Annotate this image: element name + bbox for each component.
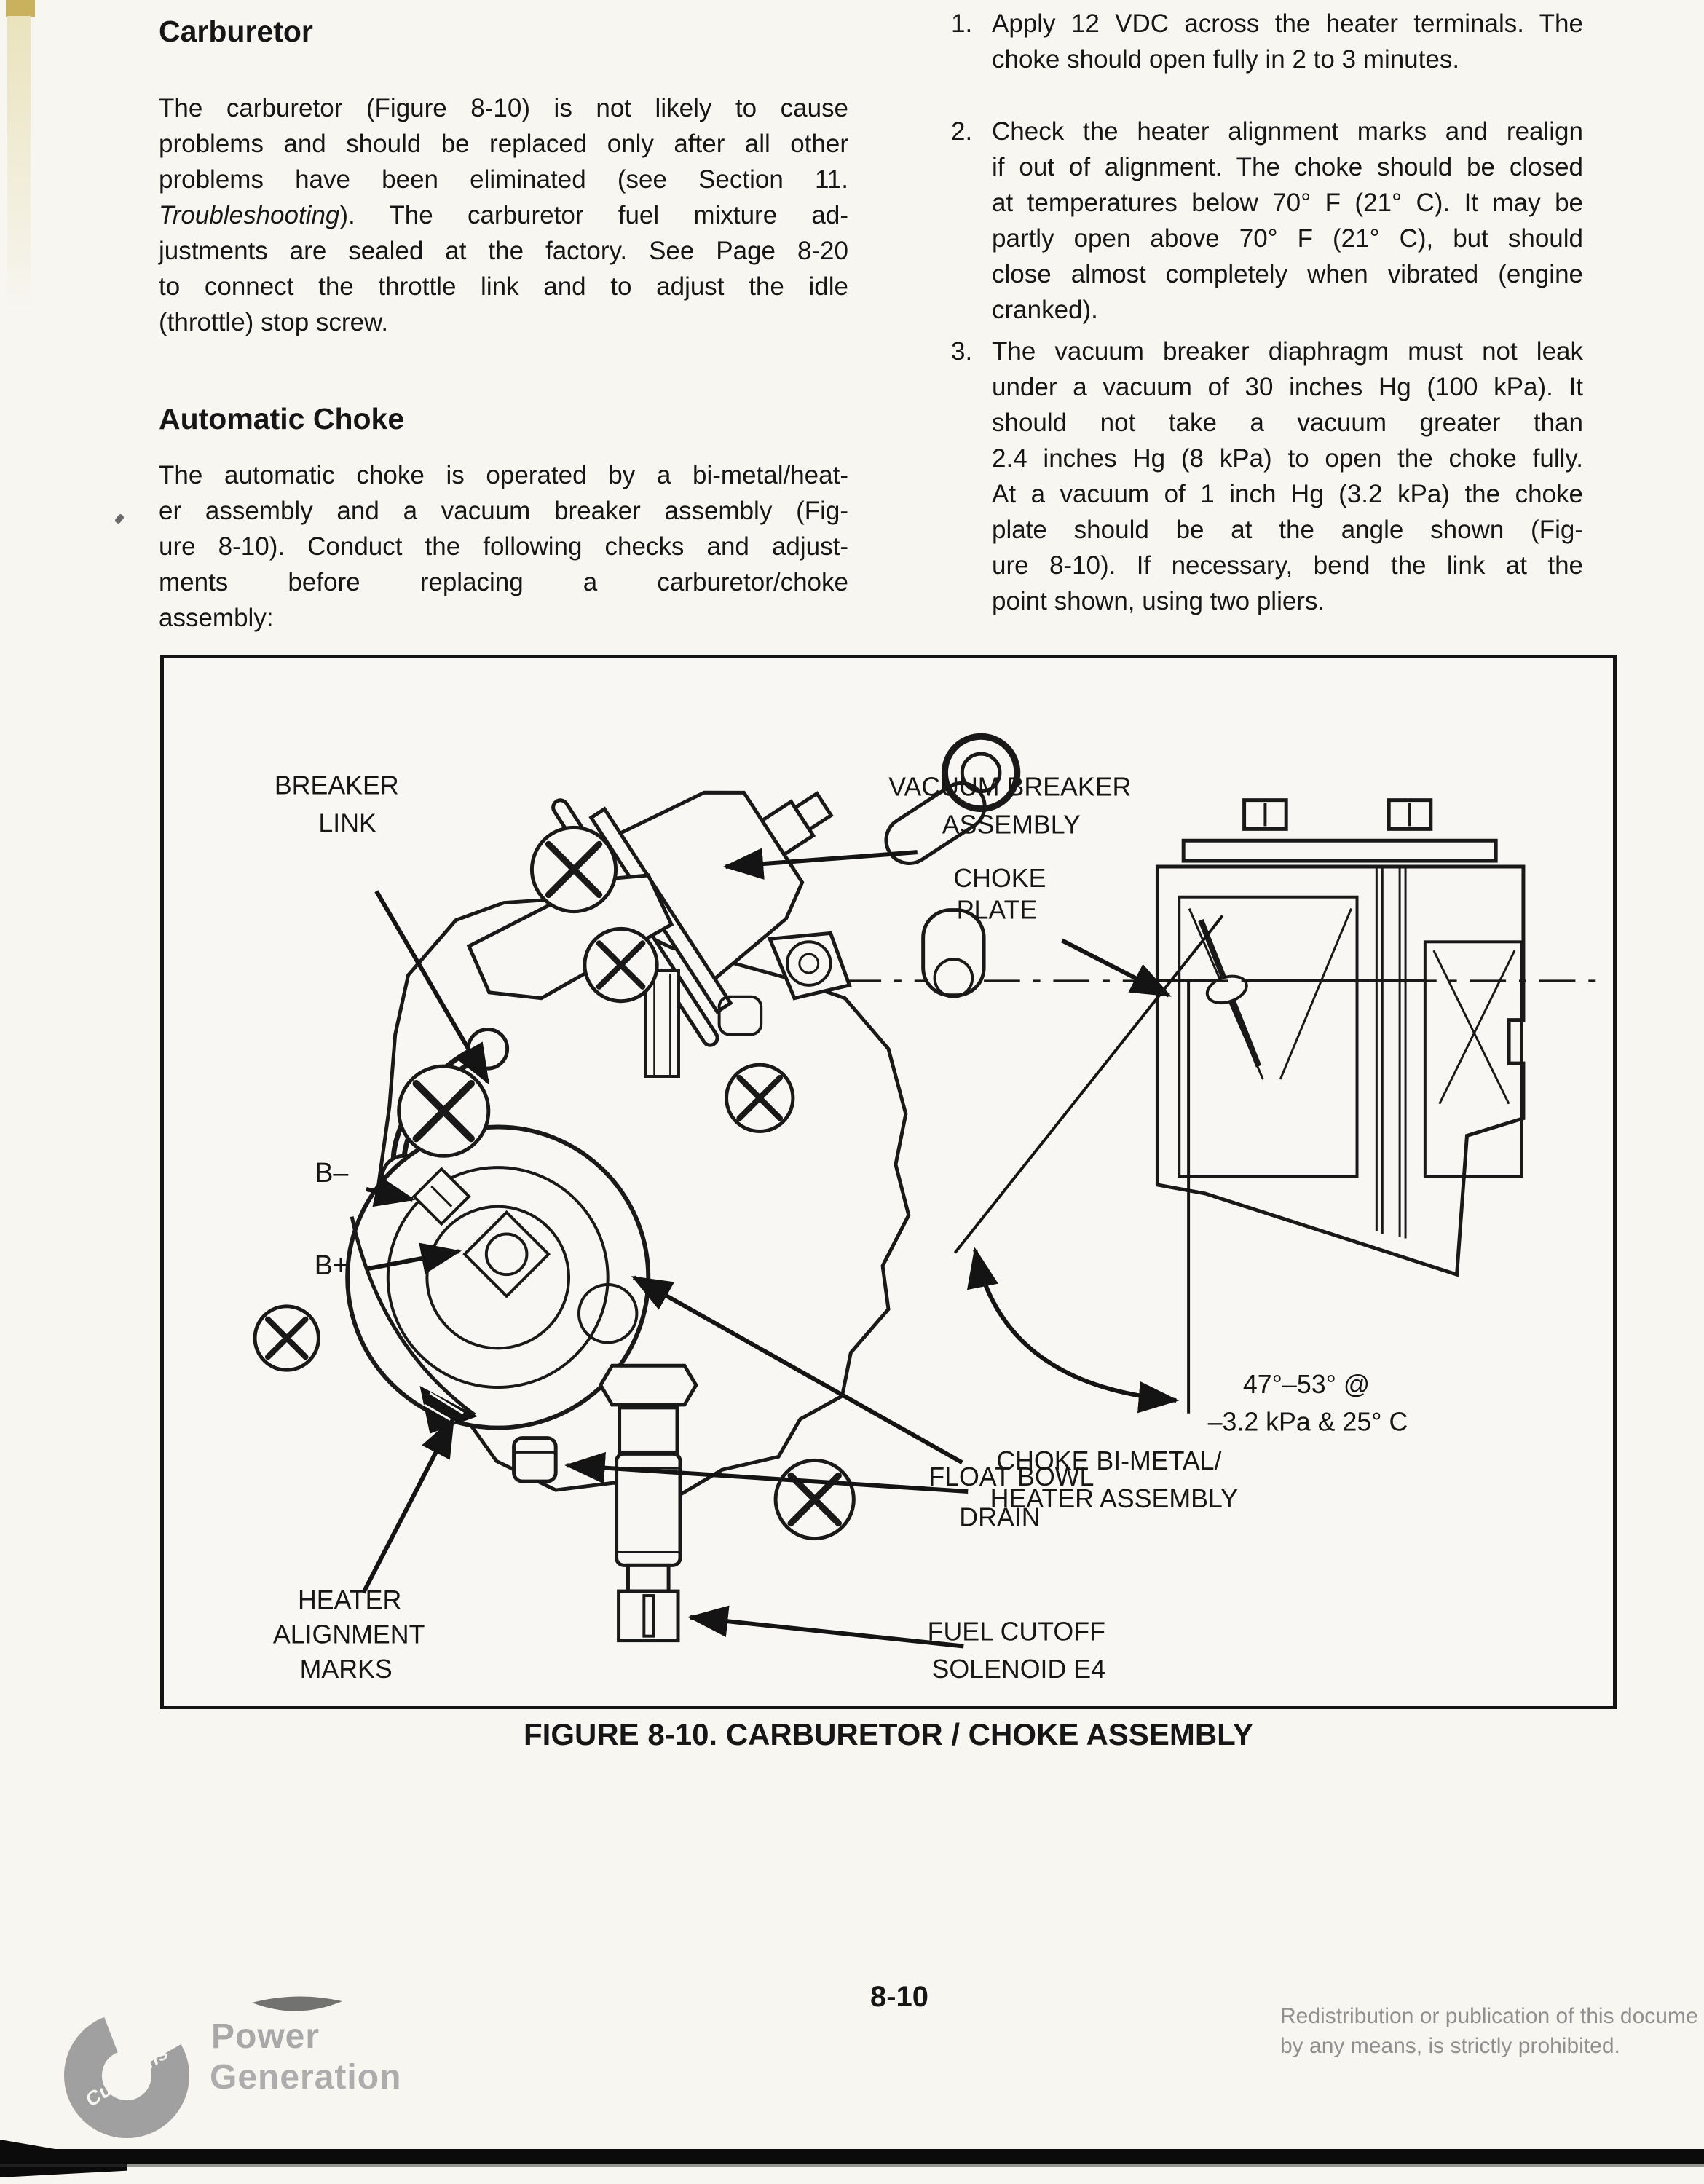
label-choke-plate: CHOKE: [953, 863, 1046, 893]
brand-swoosh-icon: [252, 1996, 342, 2011]
list-item-text: Check the heater alignment marks and realign if out of alignment. The choke should be closed at temperatures below 70° F (21° C). It may be partly open above 70° F (21° C), but should close almost completely when vibrated (engine cranked).: [992, 117, 1583, 324]
cross-section-view: [1153, 800, 1523, 1274]
cummins-wordmark: Cummins: [81, 2041, 173, 2111]
list-item-2: [951, 114, 1583, 328]
leader-choke-plate: [1062, 940, 1169, 995]
label-fuel-cutoff: FUEL CUTOFF: [927, 1617, 1105, 1647]
list-number: 1.: [951, 9, 973, 38]
heading-automatic-choke: Automatic Choke: [159, 402, 405, 435]
label-heater-marks: MARKS: [299, 1655, 393, 1684]
heading-carburetor: Carburetor: [159, 15, 313, 48]
cummins-c-icon: [67, 2016, 186, 2135]
label-b-minus: B–: [315, 1157, 349, 1188]
list-item-text: The vacuum breaker diaphragm must not leak under a vacuum of 30 inches Hg (100 kPa). It should not take a vacuum greater than 2.4 inches Hg (8 kPa) to open the choke fully. At a vacuum of 1 inch Hg (3.2 kPa) the choke plate should be at the angle shown (Fig- ure 8-10). If necessary, bend the link at the point shown, using two pliers.: [992, 337, 1583, 615]
screw-icon: [255, 1306, 318, 1370]
screw-icon: [585, 929, 657, 1001]
label-vacuum-breaker: ASSEMBLY: [942, 810, 1081, 840]
list-item-text: Apply 12 VDC across the heater terminals. The choke should open fully in 2 to 3 minutes.: [992, 9, 1583, 74]
figure-caption: FIGURE 8-10. CARBURETOR / CHOKE ASSEMBLY: [524, 1717, 1253, 1751]
screw-icon: [532, 827, 615, 911]
screw-icon: [727, 1065, 793, 1131]
label-heater-marks: ALIGNMENT: [272, 1620, 425, 1649]
float-bowl-drain: [514, 1438, 556, 1482]
page-number: 8-10: [869, 1981, 929, 2013]
label-angle-spec: 47°–53° @: [1242, 1369, 1370, 1399]
label-b-plus: B+: [314, 1250, 349, 1281]
label-fuel-cutoff: SOLENOID E4: [931, 1655, 1105, 1684]
brand-power: Power: [211, 2017, 320, 2056]
label-breaker-link: LINK: [318, 808, 376, 838]
label-vacuum-breaker: VACUUM BREAKER: [888, 772, 1132, 802]
scan-bottom-bar: [0, 2149, 1704, 2164]
label-float-bowl: FLOAT BOWL: [928, 1462, 1094, 1492]
label-breaker-link: BREAKER: [274, 770, 399, 800]
label-heater-marks: HEATER: [297, 1585, 402, 1615]
brand-generation: Generation: [210, 2058, 402, 2097]
figure-8-10: [160, 655, 1617, 1709]
paragraph-carburetor: The carburetor (Figure 8-10) is not likely to cause problems and should be replaced only after all other problems have been eliminated (see Section 11. Troubleshooting). The carburetor fuel mixture ad- justments are sealed at the factory. See Page 8-20 to connect the throttle link and to adjust the idle (throttle) stop screw.: [159, 94, 848, 336]
leader-heater-marks: [363, 1419, 453, 1593]
list-number: 3.: [951, 337, 973, 366]
list-number: 2.: [951, 117, 973, 146]
scan-edge-strip: [7, 16, 31, 315]
label-choke-plate: PLATE: [956, 895, 1038, 925]
list-item-3: [951, 334, 1583, 619]
label-choke-bimetal: CHOKE BI-METAL/: [996, 1446, 1222, 1476]
scan-edge-chip: [6, 0, 35, 17]
label-choke-bimetal: HEATER ASSEMBLY: [990, 1483, 1239, 1513]
carburetor-choke-diagram: [164, 658, 1613, 1706]
disclaimer: Redistribution or publication of this docume by any means, is strictly prohibited.: [1280, 2004, 1698, 2058]
screw-icon: [399, 1066, 489, 1156]
label-float-bowl: DRAIN: [959, 1502, 1041, 1532]
screw-icon: [776, 1460, 853, 1538]
brand-logo: [57, 2000, 465, 2156]
scan-speck: [114, 513, 125, 524]
leader-fuel-cutoff: [690, 1617, 963, 1647]
scan-bottom-line: [0, 2164, 1704, 2167]
paragraph-automatic-choke: The automatic choke is operated by a bi-metal/heat- er assembly and a vacuum breaker assembly (Fig- ure 8-10). Conduct the following checks and adjust- ments before replacing a carburetor/choke assembly:: [159, 461, 848, 632]
list-item-1: [951, 6, 1583, 77]
label-angle-spec: –3.2 kPa & 25° C: [1207, 1407, 1408, 1437]
